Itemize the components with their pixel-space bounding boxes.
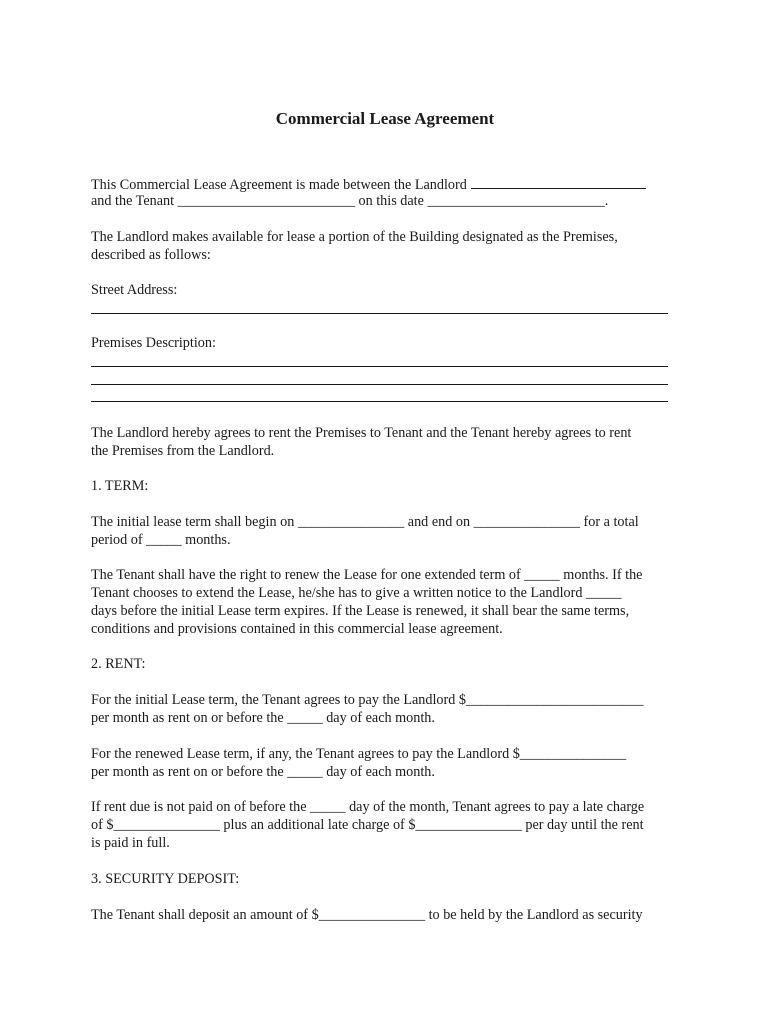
term-p2-line-4: conditions and provisions contained in this commercial lease agreement. bbox=[91, 621, 503, 637]
rent-p1-line-1: For the initial Lease term, the Tenant agrees to pay the Landlord $_________________________ bbox=[91, 692, 644, 708]
intro-paragraph bbox=[91, 174, 691, 210]
term-paragraph-2 bbox=[91, 566, 691, 638]
premises-intro-line-1: The Landlord makes available for lease a portion of the Building designated as the Premises, bbox=[91, 229, 618, 245]
premises-description-label: Premises Description: bbox=[91, 335, 216, 351]
intro-line-2: and the Tenant _________________________ on this date _________________________. bbox=[91, 193, 609, 209]
rent-p3-line-2: of $_______________ plus an additional late charge of $_______________ per day until the rent bbox=[91, 817, 644, 833]
rent-p2-line-1: For the renewed Lease term, if any, the Tenant agrees to pay the Landlord $_______________ bbox=[91, 746, 627, 762]
security-heading: 3. SECURITY DEPOSIT: bbox=[91, 871, 240, 887]
security-paragraph-1 bbox=[91, 906, 691, 924]
agreement-paragraph bbox=[91, 424, 691, 460]
term-paragraph-1 bbox=[91, 513, 691, 549]
rent-p3-line-3: is paid in full. bbox=[91, 835, 170, 851]
premises-description-line-3[interactable] bbox=[91, 401, 668, 402]
rent-paragraph-2 bbox=[91, 745, 691, 781]
street-address-line[interactable] bbox=[91, 313, 668, 314]
term-p2-line-1: The Tenant shall have the right to renew the Lease for one extended term of _____ months. If the bbox=[91, 567, 643, 583]
term-heading: 1. TERM: bbox=[91, 478, 149, 494]
rent-paragraph-1 bbox=[91, 691, 691, 727]
landlord-name-blank[interactable] bbox=[471, 174, 646, 189]
term-p1-line-2: period of _____ months. bbox=[91, 532, 231, 548]
rent-heading: 2. RENT: bbox=[91, 656, 146, 672]
street-address-label: Street Address: bbox=[91, 282, 178, 298]
document-title: Commercial Lease Agreement bbox=[275, 109, 495, 128]
premises-description-line-1[interactable] bbox=[91, 366, 668, 367]
rent-p2-line-2: per month as rent on or before the _____ day of each month. bbox=[91, 764, 435, 780]
rent-p3-line-1: If rent due is not paid on of before the _____ day of the month, Tenant agrees to pay a late charge bbox=[91, 799, 645, 815]
agreement-line-1: The Landlord hereby agrees to rent the Premises to Tenant and the Tenant hereby agrees to rent bbox=[91, 425, 632, 441]
intro-line-1: This Commercial Lease Agreement is made between the Landlord bbox=[91, 177, 467, 193]
rent-p1-line-2: per month as rent on or before the _____ day of each month. bbox=[91, 710, 435, 726]
premises-description-line-2[interactable] bbox=[91, 384, 668, 385]
premises-intro-line-2: described as follows: bbox=[91, 247, 211, 263]
term-p1-line-1: The initial lease term shall begin on _______________ and end on _______________ for a total bbox=[91, 514, 639, 530]
term-p2-line-2: Tenant chooses to extend the Lease, he/she has to give a written notice to the Landlord _____ bbox=[91, 585, 622, 601]
premises-intro-paragraph bbox=[91, 228, 691, 264]
agreement-line-2: the Premises from the Landlord. bbox=[91, 443, 275, 459]
security-p1-line-1: The Tenant shall deposit an amount of $_______________ to be held by the Landlord as security bbox=[91, 907, 643, 923]
rent-paragraph-3 bbox=[91, 798, 691, 852]
term-p2-line-3: days before the initial Lease term expires. If the Lease is renewed, it shall bear the same terms, bbox=[91, 603, 630, 619]
